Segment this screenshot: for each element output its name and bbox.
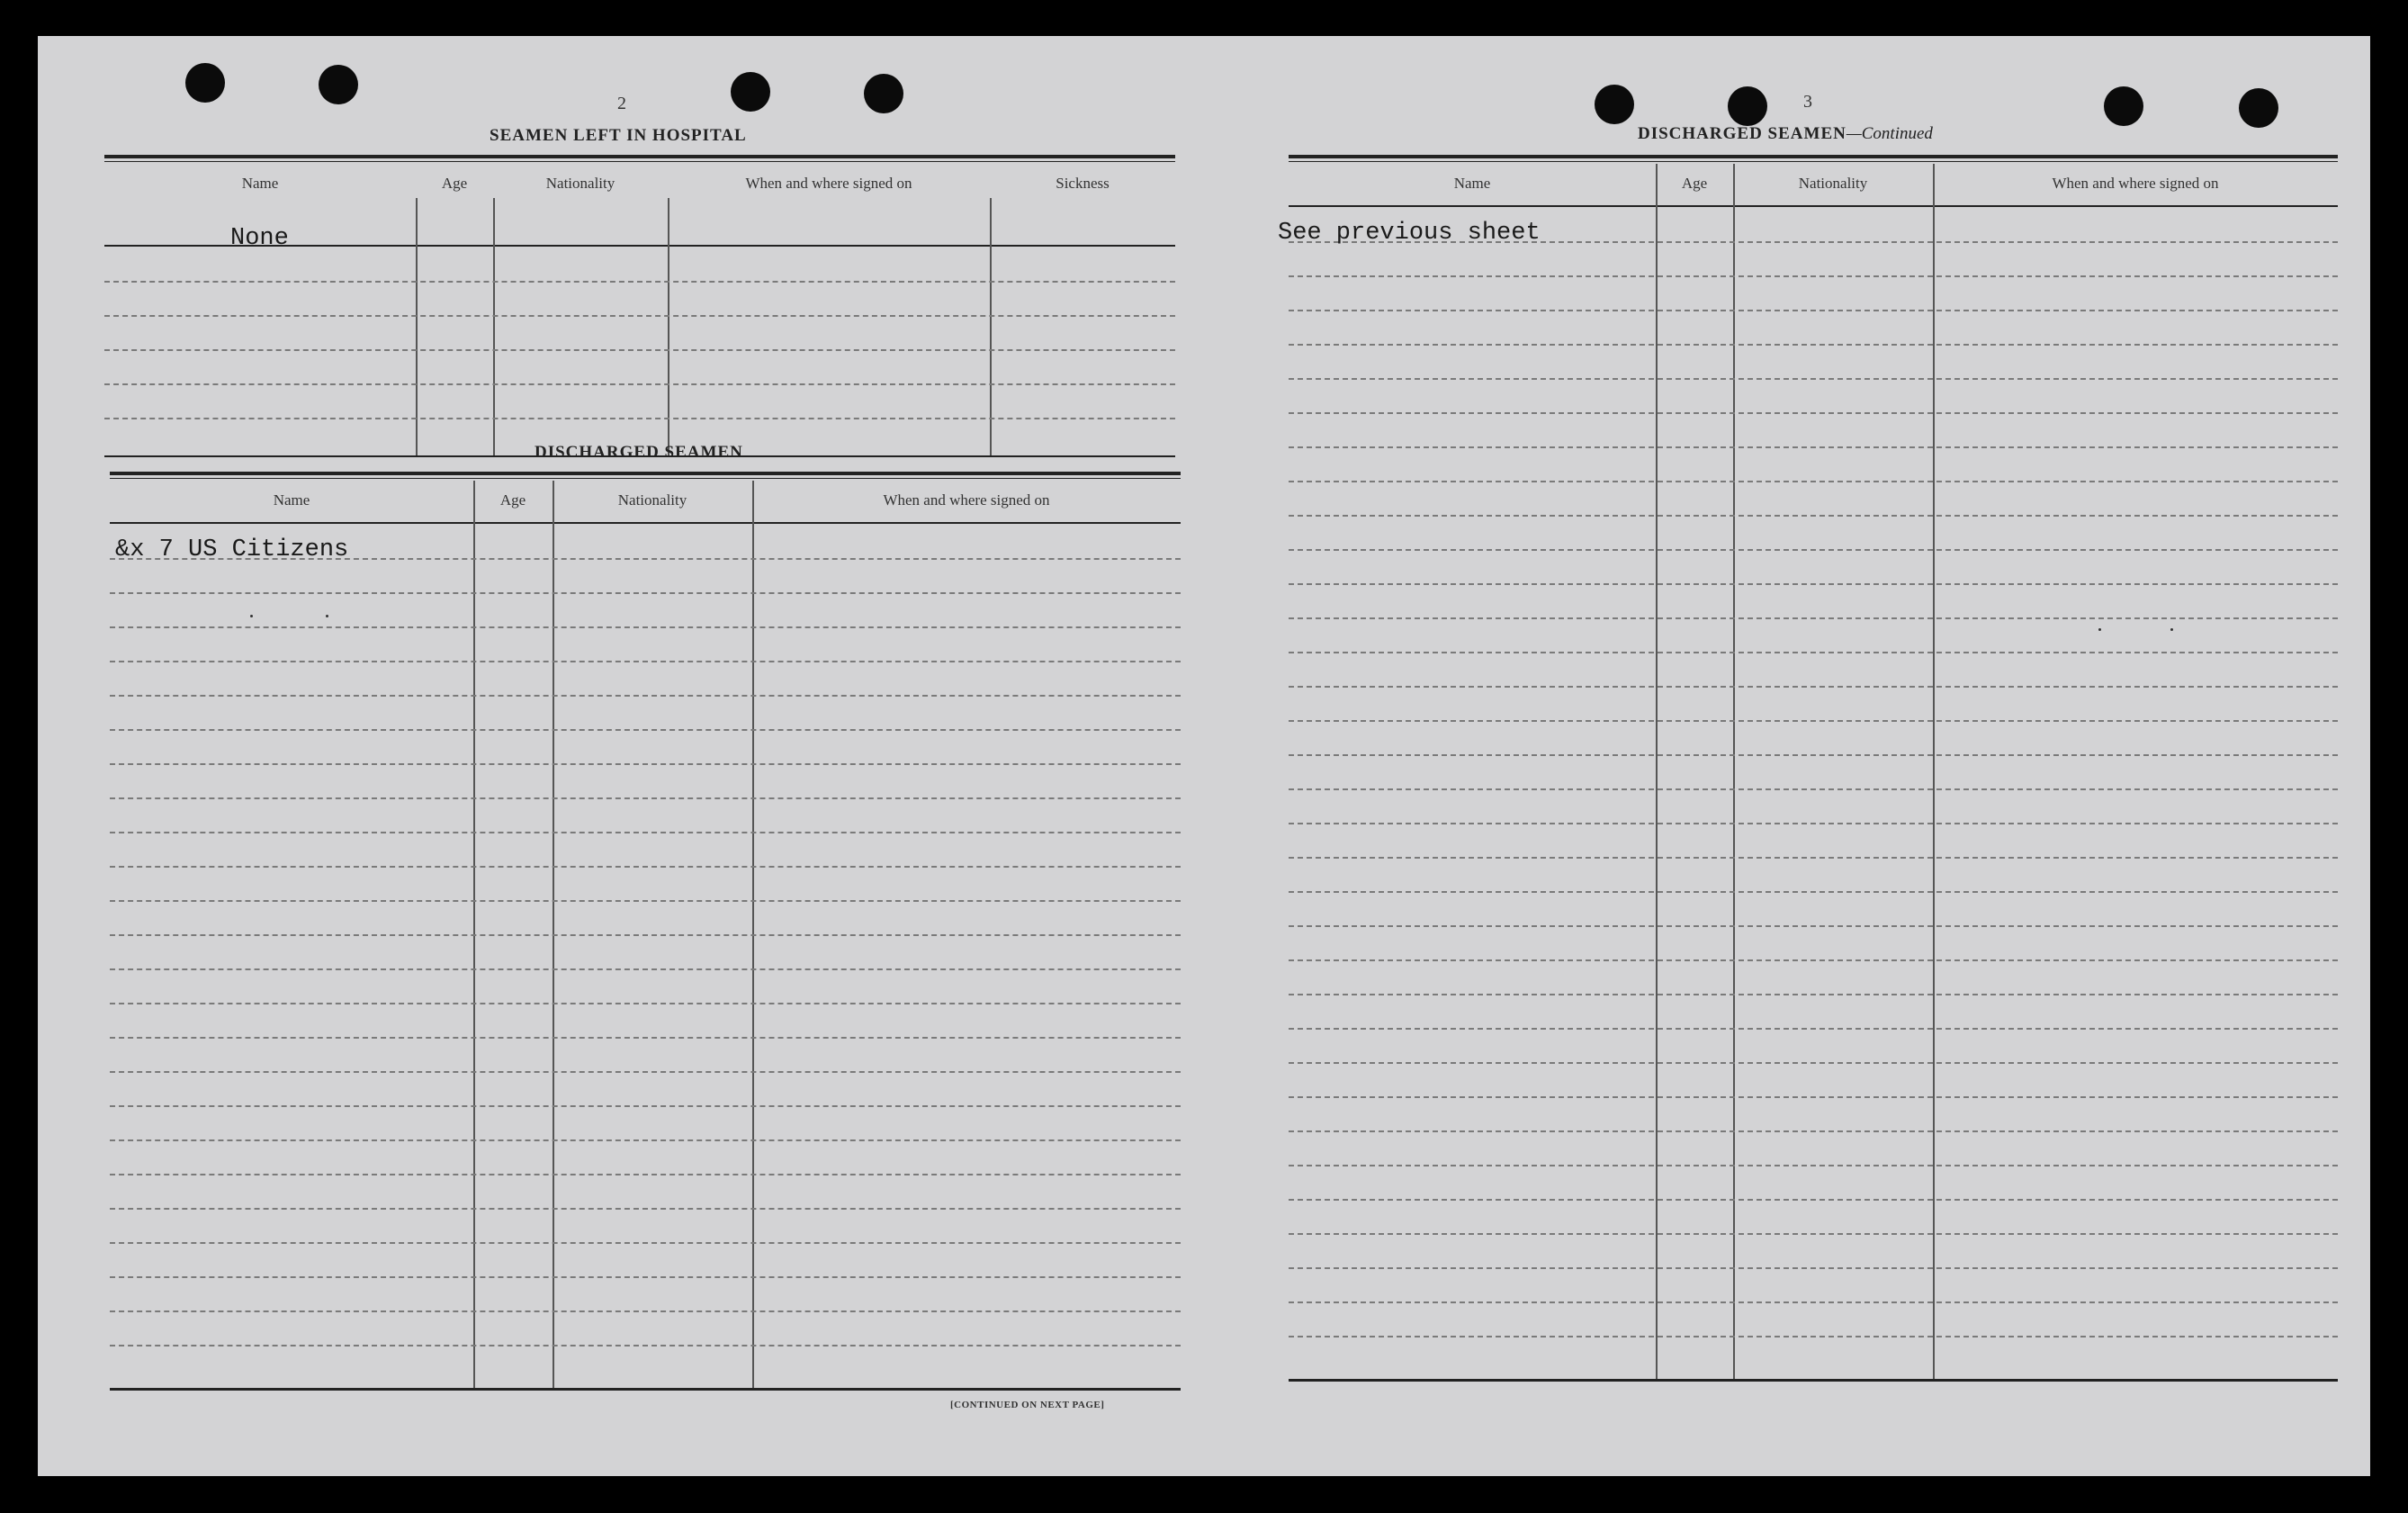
discharged-entry-text: &x 7 US Citizens (115, 536, 349, 563)
column-header-age: Age (1681, 175, 1708, 192)
document-sheet (38, 36, 2370, 1476)
table-row (1289, 1267, 2338, 1269)
column-header-name: Name (1453, 175, 1491, 192)
column-header-nationality: Nationality (617, 491, 687, 509)
stray-mark (2170, 628, 2173, 631)
header-bottom-rule (110, 522, 1181, 524)
column-header-name: Name (241, 175, 279, 192)
table-row (1289, 652, 2338, 653)
punch-hole (2239, 88, 2278, 128)
column-header-signed-on: When and where signed on (2052, 175, 2219, 192)
stray-mark (326, 615, 328, 617)
discharged-section-title: DISCHARGED SEAMEN (535, 443, 743, 462)
column-header-signed-on: When and where signed on (883, 491, 1050, 509)
table-row (1289, 1199, 2338, 1201)
table-row (1289, 1233, 2338, 1235)
discharged-table-left (110, 472, 1181, 1399)
table-row (110, 1345, 1181, 1346)
discharged-continued-suffix: —Continued (1846, 124, 1933, 143)
table-row (110, 1105, 1181, 1107)
table-row (1289, 378, 2338, 380)
table-row (110, 934, 1181, 936)
table-row (1289, 617, 2338, 619)
table-row (110, 695, 1181, 697)
table-row (1289, 857, 2338, 859)
table-row (110, 1071, 1181, 1073)
table-row (1289, 1062, 2338, 1064)
table-top-rule (1289, 161, 2338, 162)
table-bottom-rule (1289, 1379, 2338, 1382)
table-row (1289, 583, 2338, 585)
table-row (1289, 446, 2338, 448)
table-row (110, 900, 1181, 902)
table-row (1289, 1301, 2338, 1303)
table-row (1289, 891, 2338, 893)
punch-hole (731, 72, 770, 112)
column-divider (1733, 164, 1735, 1379)
table-row (110, 1242, 1181, 1244)
table-row (1289, 310, 2338, 311)
column-header-sickness: Sickness (1056, 175, 1110, 192)
table-row (1289, 344, 2338, 346)
hospital-table (104, 155, 1175, 459)
table-top-rule (110, 472, 1181, 475)
table-row (110, 832, 1181, 833)
discharged-continued-title-main: DISCHARGED SEAMEN (1638, 124, 1846, 143)
table-row (1289, 1336, 2338, 1337)
table-top-rule (104, 155, 1175, 158)
table-row (1289, 1130, 2338, 1132)
table-row (110, 592, 1181, 594)
table-row (1289, 959, 2338, 961)
header-bottom-rule (1289, 205, 2338, 207)
table-row (110, 866, 1181, 868)
punch-hole (185, 63, 225, 103)
discharged-table-right (1289, 155, 2338, 1384)
table-row (1289, 481, 2338, 482)
table-row (110, 626, 1181, 628)
table-row (110, 763, 1181, 765)
punch-hole (1595, 85, 1634, 124)
column-header-age: Age (441, 175, 468, 192)
table-row (110, 1174, 1181, 1175)
table-row (1289, 1028, 2338, 1030)
table-top-rule (110, 478, 1181, 479)
table-top-rule (104, 161, 1175, 162)
table-row (110, 1003, 1181, 1004)
table-row (110, 1310, 1181, 1312)
table-row (1289, 720, 2338, 722)
table-row (110, 1208, 1181, 1210)
table-row (110, 1037, 1181, 1039)
table-row (1289, 275, 2338, 277)
column-header-nationality: Nationality (545, 175, 615, 192)
table-row (1289, 788, 2338, 790)
table-bottom-rule (110, 1388, 1181, 1391)
column-header-nationality: Nationality (1798, 175, 1868, 192)
table-row (104, 418, 1175, 419)
discharged-continued-title (1638, 124, 1933, 144)
table-row (110, 729, 1181, 731)
table-row (1289, 549, 2338, 551)
hospital-section-title: SEAMEN LEFT IN HOSPITAL (490, 126, 747, 145)
stray-mark (2098, 628, 2101, 631)
table-row (104, 383, 1175, 385)
table-row (1289, 515, 2338, 517)
punch-hole (2104, 86, 2143, 126)
page-number-right: 3 (1803, 92, 1812, 112)
discharged-continued-entry-text: See previous sheet (1278, 220, 1541, 247)
table-row (1289, 412, 2338, 414)
column-divider (1933, 164, 1935, 1379)
column-header-name: Name (273, 491, 310, 509)
hospital-entry-text: None (230, 225, 289, 252)
table-row (110, 1276, 1181, 1278)
table-row (104, 315, 1175, 317)
table-row (1289, 1165, 2338, 1166)
table-row (104, 281, 1175, 283)
punch-hole (319, 65, 358, 104)
table-row (110, 968, 1181, 970)
table-row (1289, 994, 2338, 995)
punch-hole (1728, 86, 1767, 126)
table-row (110, 1139, 1181, 1141)
table-row (1289, 925, 2338, 927)
table-row (1289, 823, 2338, 824)
table-row (1289, 1096, 2338, 1098)
stray-mark (250, 615, 253, 617)
table-row (110, 661, 1181, 662)
column-header-age: Age (499, 491, 526, 509)
table-top-rule (1289, 155, 2338, 158)
table-row (110, 797, 1181, 799)
page-number-left: 2 (617, 94, 626, 113)
table-row (1289, 686, 2338, 688)
column-divider (1656, 164, 1658, 1379)
column-header-signed-on: When and where signed on (745, 175, 912, 192)
table-row (1289, 754, 2338, 756)
punch-hole (864, 74, 903, 113)
continued-footer: [CONTINUED ON NEXT PAGE] (950, 1400, 1105, 1410)
table-row (104, 349, 1175, 351)
